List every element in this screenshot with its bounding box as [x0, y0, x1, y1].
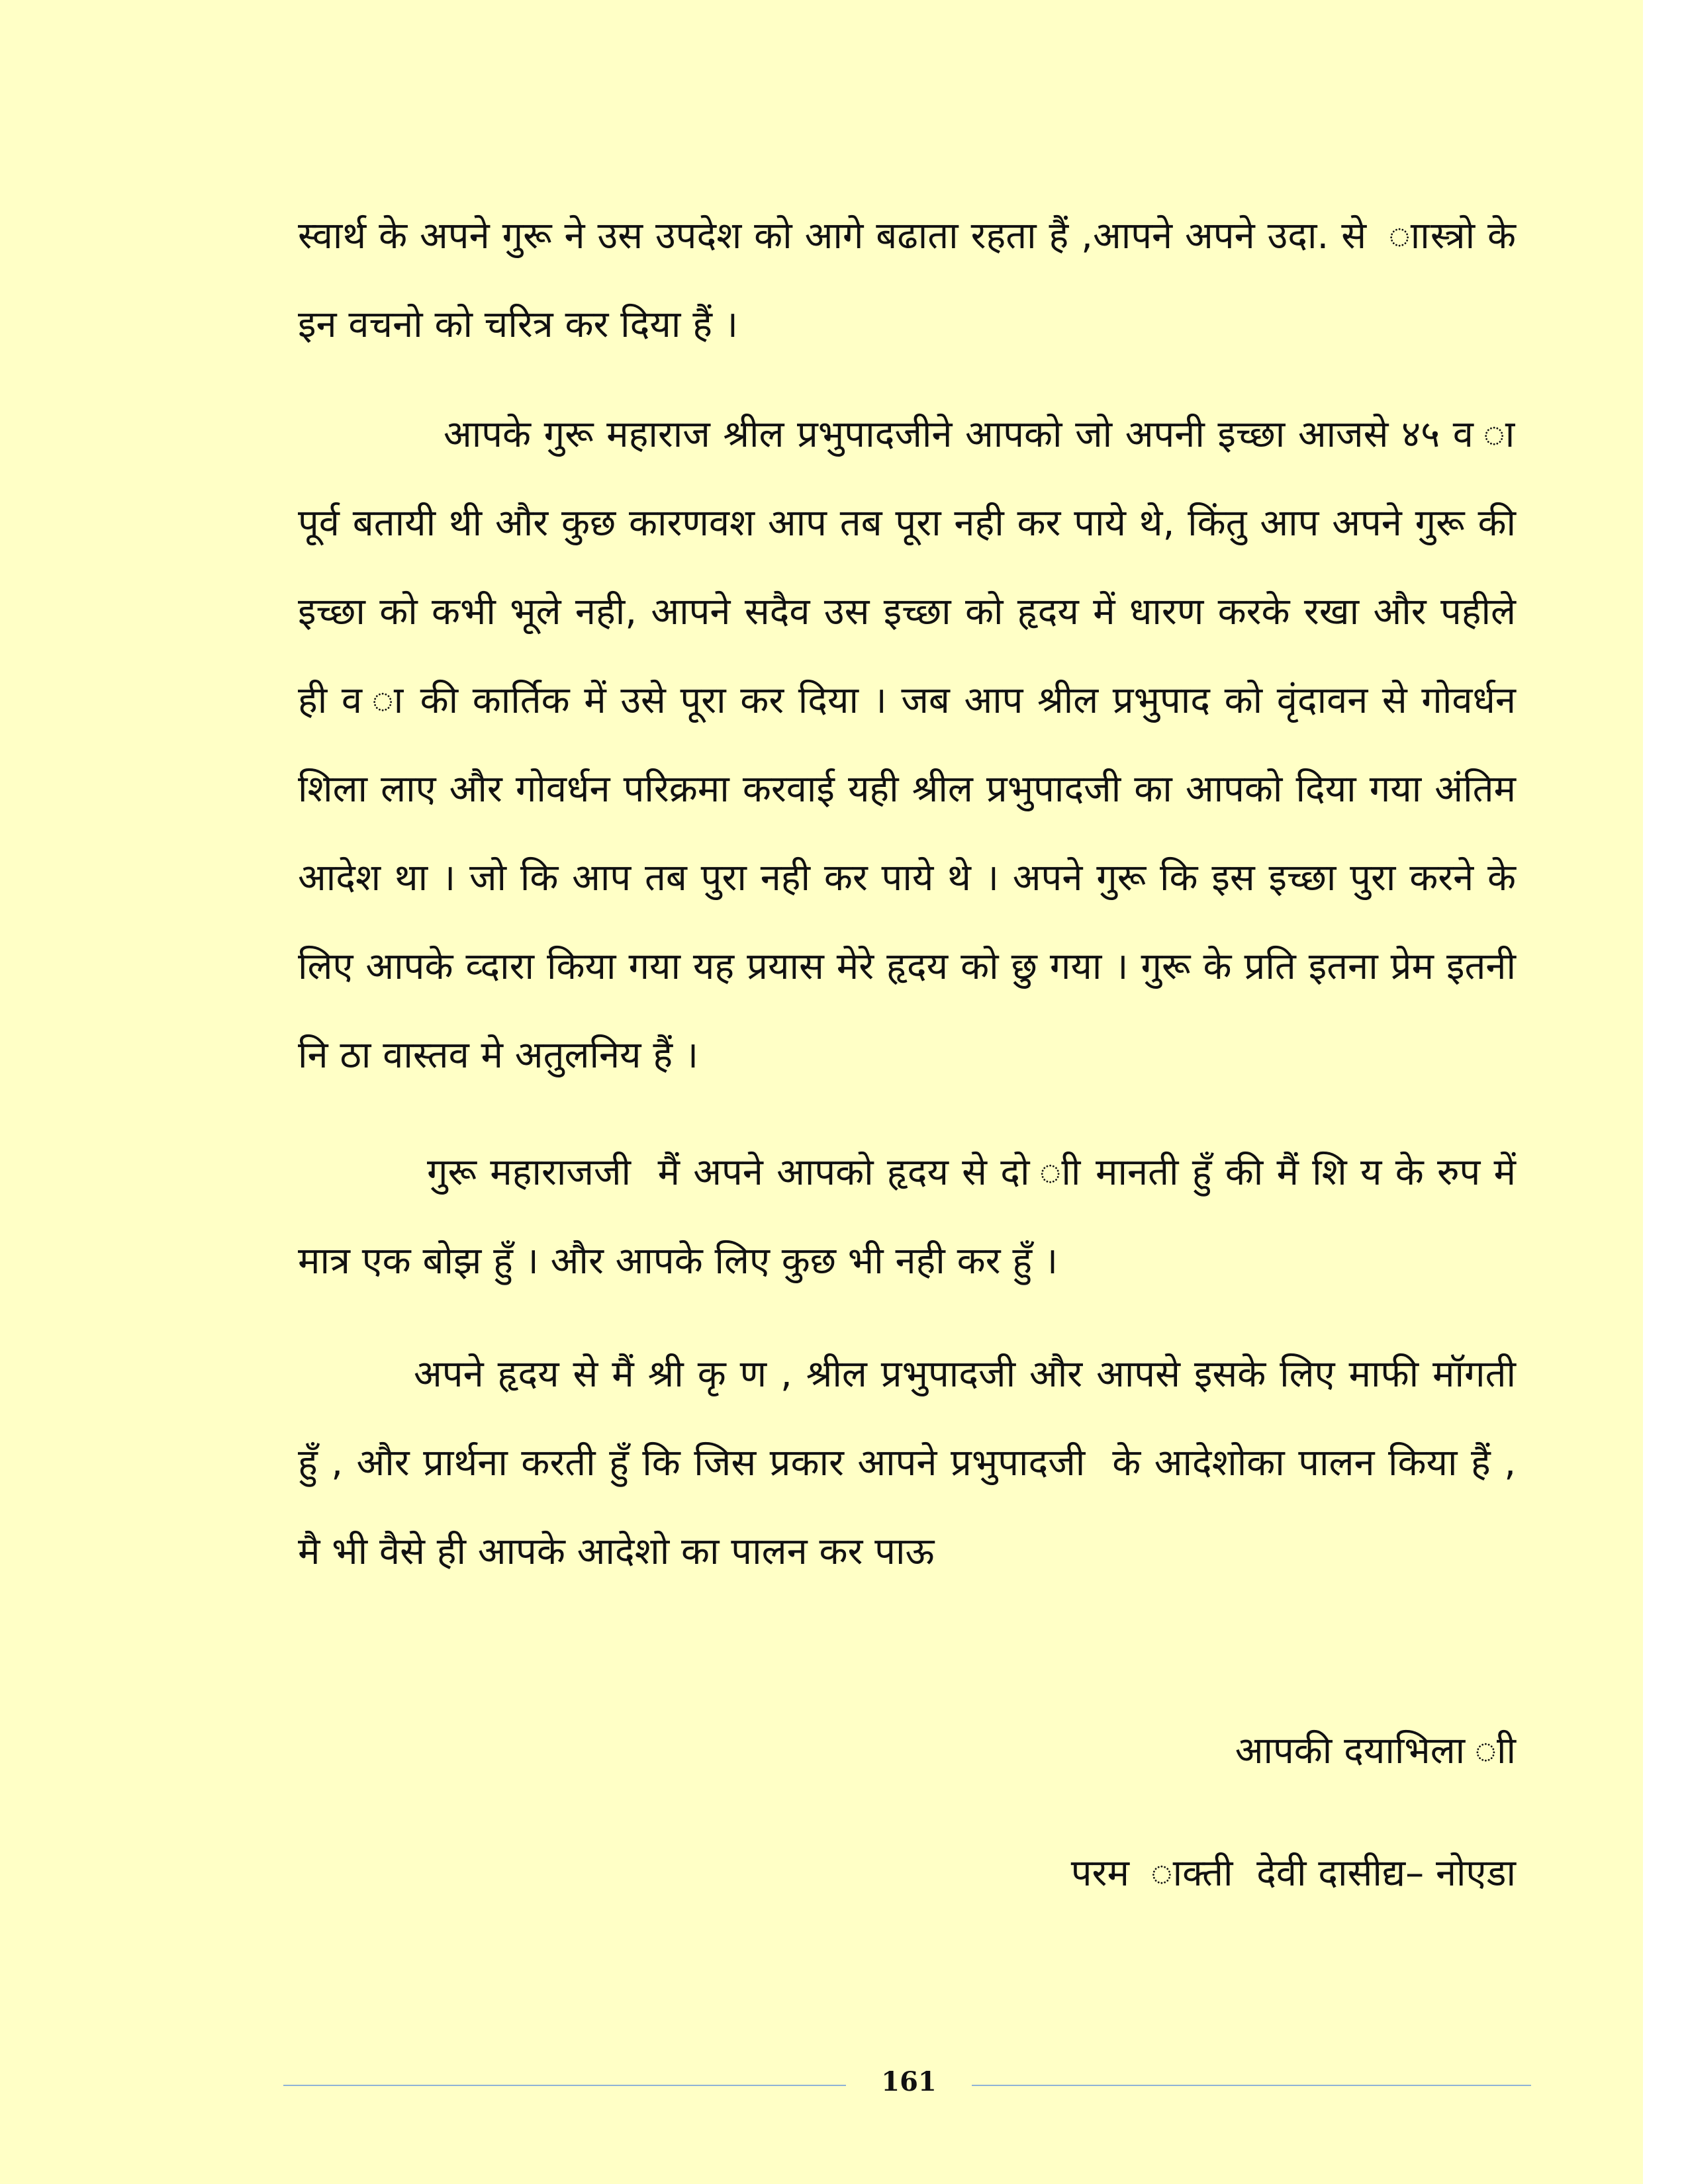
paragraph-text: गुरू महाराजजी मैं अपने आपको हृदय से दो ाी मानती हुँ की मैं शि य के रुप में मात्र एक बोझ हुँ । और आपके लिए कुछ भी नही कर हुँ ।	[298, 1151, 1528, 1283]
paragraph-1	[298, 192, 1528, 369]
footer-rule-right	[972, 2085, 1531, 2086]
footer-rule-left	[283, 2085, 846, 2086]
paragraph-4	[298, 1330, 1528, 1596]
signature-line: परम ाक्ती देवी दासीद्य– नोएडा	[1070, 1852, 1516, 1895]
paragraph-2	[298, 390, 1528, 1100]
paragraph-text: अपने हृदय से मैं श्री कृ ण , श्रील प्रभुपादजी और आपसे इसके लिए माफी मॉगती हुँ , और प्रार्थना करती हुँ कि जिस प्रकार आपने प्रभुपादजी के आदेशोका पालन किया हैं , मै भी वैसे ही आपके आदेशो का पालन कर पाऊ	[298, 1353, 1528, 1573]
closing-line: आपकी दयाभिला ाी	[1235, 1729, 1516, 1772]
paragraph-3	[298, 1128, 1528, 1306]
page-number: 161	[881, 2066, 937, 2097]
paragraph-text: आपके गुरू महाराज श्रील प्रभुपादजीने आपको जो अपनी इच्छा आजसे ४५ व ा पूर्व बतायी थी और कुछ कारणवश आप तब पूरा नही कर पाये थे, किंतु आप अपने गुरू की इच्छा को कभी भूले नही, आपने सदैव उस इच्छा को हृदय में धारण करके रखा और पहीले ही व ा की कार्तिक में उसे पूरा कर दिया । जब आप श्रील प्रभुपाद को वृंदावन से गोवर्धन शिला लाए और गोवर्धन परिक्रमा करवाई यही श्रील प्रभुपादजी का आपको दिया गया अंतिम आदेश था । जो कि आप तब पुरा नही कर पाये थे । अपने गुरू कि इस इच्छा पुरा करने के लिए आपके व्दारा किया गया यह प्रयास मेरे हृदय को छु गया । गुरू के प्रति इतना प्रेम इतनी नि ठा वास्तव मे अतुलनिय हैं ।	[298, 413, 1528, 1077]
paragraph-text: स्वार्थ के अपने गुरू ने उस उपदेश को आगे बढाता रहता हैं ,आपने अपने उदा. से ाास्त्रो के इन वचनो को चरित्र कर दिया हैं ।	[298, 214, 1528, 346]
